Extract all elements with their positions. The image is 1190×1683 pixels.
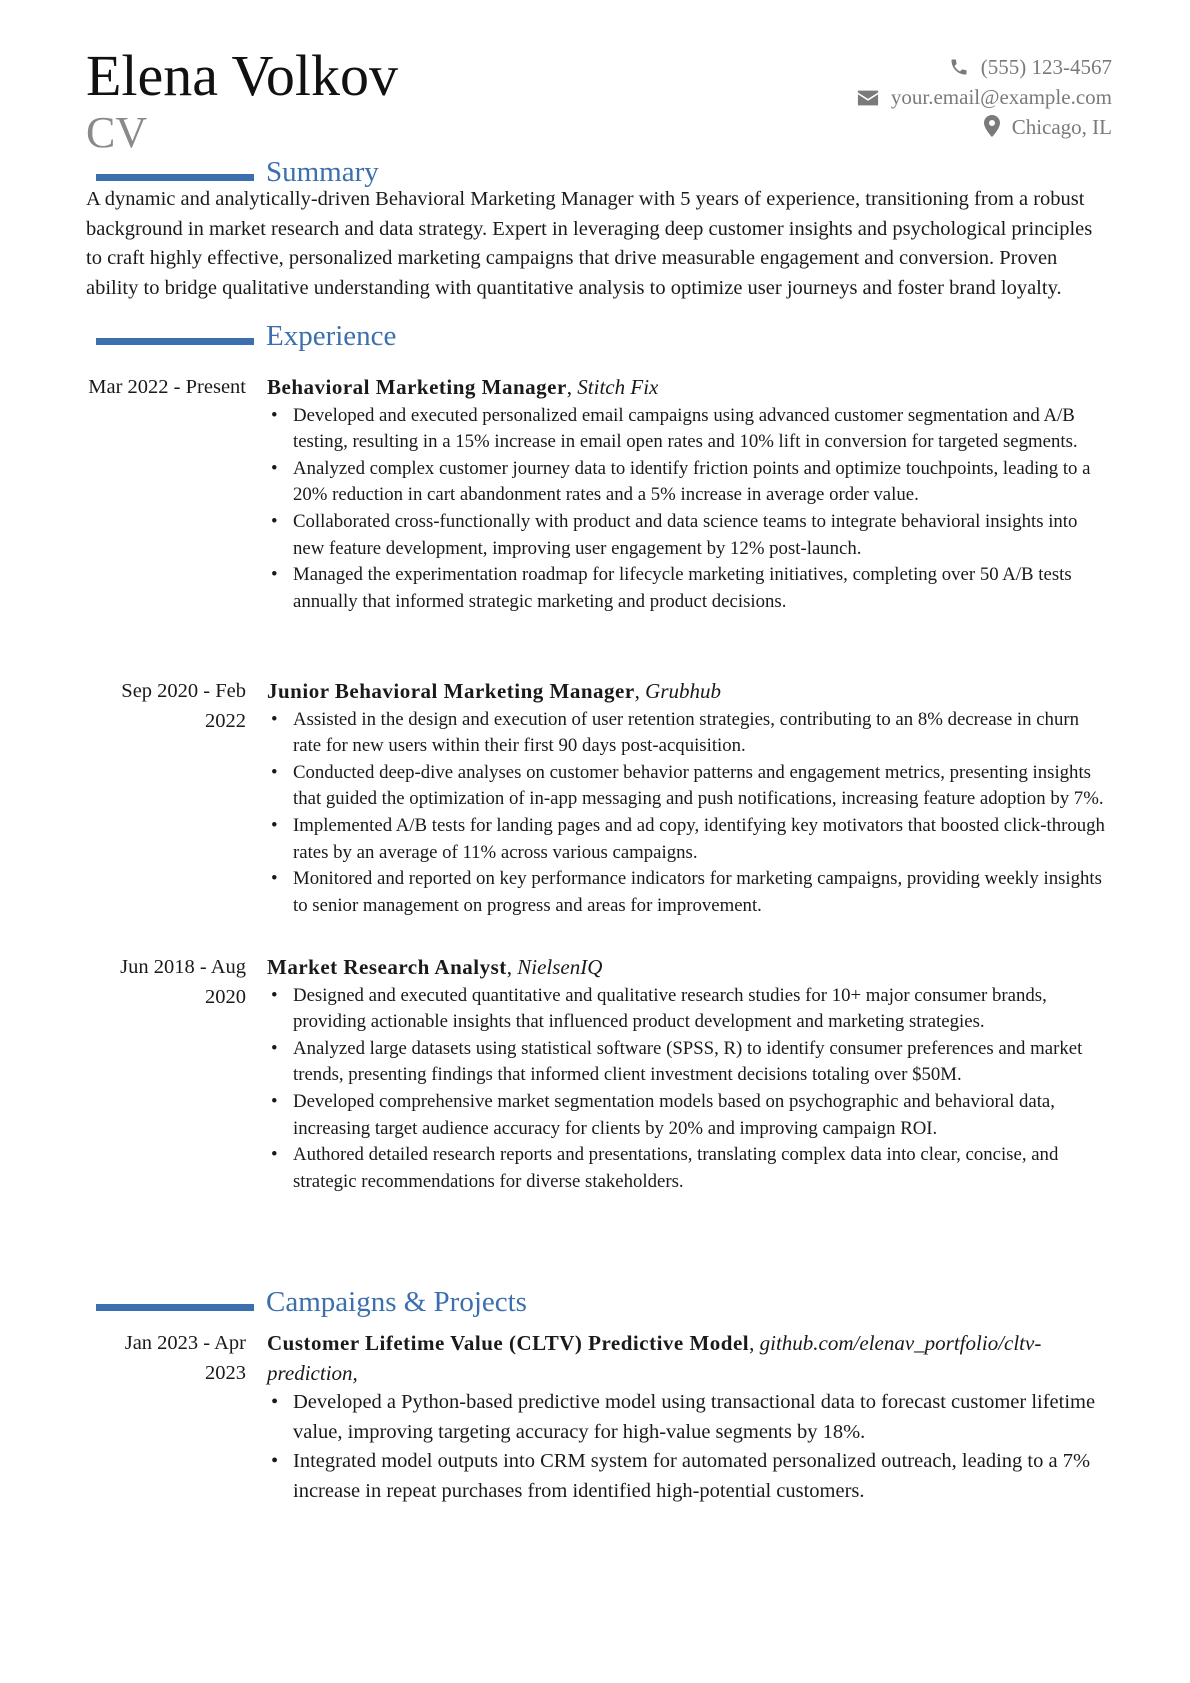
job-title: Market Research Analyst [267,955,507,979]
section-accent-bar [96,174,254,181]
entry-date: Mar 2022 - Present [88,376,246,398]
bullet-item: • Managed the experimentation roadmap for lifecycle marketing initiatives, completing over 50 A/B tests annually that informed strategic marketing and product decisions. [267,562,1110,615]
entry-role-line: Behavioral Marketing Manager, Stitch Fix [267,375,659,399]
bullet-item: • Integrated model outputs into CRM system for automated personalized outreach, leading to a 7% increase in repeat purchases from identified high-potential customers. [267,1447,1110,1506]
bullet-item: • Developed a Python-based predictive model using transactional data to forecast customer lifetime value, improving targeting accuracy for high-value segments by 18%. [267,1388,1110,1447]
document-subtitle: CV [86,108,148,157]
contact-phone-text: (555) 123-4567 [980,55,1112,79]
bullet-list [267,707,1110,920]
experience-heading [96,318,1096,354]
project-title: Customer Lifetime Value (CLTV) Predictive Model [267,1331,750,1355]
contact-phone[interactable] [857,52,1112,82]
bullet-list [267,983,1110,1196]
envelope-icon [857,89,879,107]
bullet-item: • Conducted deep-dive analyses on customer behavior patterns and engagement metrics, presenting insights that guided the optimization of in-app messaging and push notifications, increasing feature adoption by 7%. [267,760,1110,813]
contact-info [857,52,1112,142]
phone-icon [949,57,969,77]
bullet-item: • Collaborated cross-functionally with product and data science teams to integrate behavioral insights into new feature development, improving user engagement by 12% post-launch. [267,509,1110,562]
job-title: Behavioral Marketing Manager [267,375,567,399]
bullet-list [267,403,1110,616]
contact-email-text: your.email@example.com [890,85,1112,109]
section-accent-bar [96,1304,254,1311]
section-accent-bar [96,338,254,345]
map-pin-icon [984,115,1000,137]
contact-location [857,112,1112,142]
company-name: NielsenIQ [517,955,603,979]
entry-role-line: Junior Behavioral Marketing Manager, Grubhub [267,679,722,703]
contact-location-text: Chicago, IL [1011,115,1112,139]
entry-role-line: Customer Lifetime Value (CLTV) Predictive Model, github.com/elenav_portfolio/cltv-prediction, [267,1331,1042,1385]
entry-date: Jun 2018 - Aug 2020 [120,956,246,1008]
section-title: Campaigns & Projects [266,1286,527,1318]
job-title: Junior Behavioral Marketing Manager [267,679,635,703]
project-link[interactable]: github.com/elenav_portfolio/cltv-prediction, [267,1331,1042,1385]
company-name: Stitch Fix [577,375,659,399]
bullet-list [267,1388,1110,1506]
projects-heading [96,1284,1096,1320]
candidate-name: Elena Volkov [86,43,399,108]
entry-role-line: Market Research Analyst, NielsenIQ [267,955,603,979]
bullet-item: • Implemented A/B tests for landing pages and ad copy, identifying key motivators that boosted click-through rates by an average of 11% across various campaigns. [267,813,1110,866]
contact-email[interactable] [857,82,1112,112]
section-title: Experience [266,320,397,352]
bullet-item: • Analyzed large datasets using statistical software (SPSS, R) to identify consumer preferences and market trends, presenting findings that informed client investment decisions totaling over $50M. [267,1036,1110,1089]
company-name: Grubhub [645,679,722,703]
entry-date: Sep 2020 - Feb 2022 [121,680,246,732]
section-title: Summary [266,156,379,188]
bullet-item: • Developed and executed personalized email campaigns using advanced customer segmentation and A/B testing, resulting in a 15% increase in email open rates and 10% lift in conversion for targeted segments. [267,403,1110,456]
bullet-item: • Monitored and reported on key performance indicators for marketing campaigns, providing weekly insights to senior management on progress and areas for improvement. [267,866,1110,919]
entry-date: Jan 2023 - Apr 2023 [124,1332,246,1384]
bullet-item: • Designed and executed quantitative and qualitative research studies for 10+ major consumer brands, providing actionable insights that influenced product development and marketing strategies. [267,983,1110,1036]
bullet-item: • Assisted in the design and execution of user retention strategies, contributing to an 8% decrease in churn rate for new users within their first 90 days post-acquisition. [267,707,1110,760]
bullet-item: • Developed comprehensive market segmentation models based on psychographic and behavioral data, increasing target audience accuracy for clients by 20% and improving campaign ROI. [267,1089,1110,1142]
bullet-item: • Analyzed complex customer journey data to identify friction points and optimize touchpoints, leading to a 20% reduction in cart abandonment rates and a 5% increase in average order value. [267,456,1110,509]
bullet-item: • Authored detailed research reports and presentations, translating complex data into clear, concise, and strategic recommendations for diverse stakeholders. [267,1142,1110,1195]
summary-text: A dynamic and analytically-driven Behavioral Marketing Manager with 5 years of experience, transitioning from a robust background in market research and data strategy. Expert in leveraging deep customer insights and psychological principles to craft highly effective, personalized marketing campaigns that drive measurable engagement and conversion. Proven ability to bridge qualitative understanding with quantitative analysis to optimize user journeys and foster brand loyalty. [86,188,1093,299]
